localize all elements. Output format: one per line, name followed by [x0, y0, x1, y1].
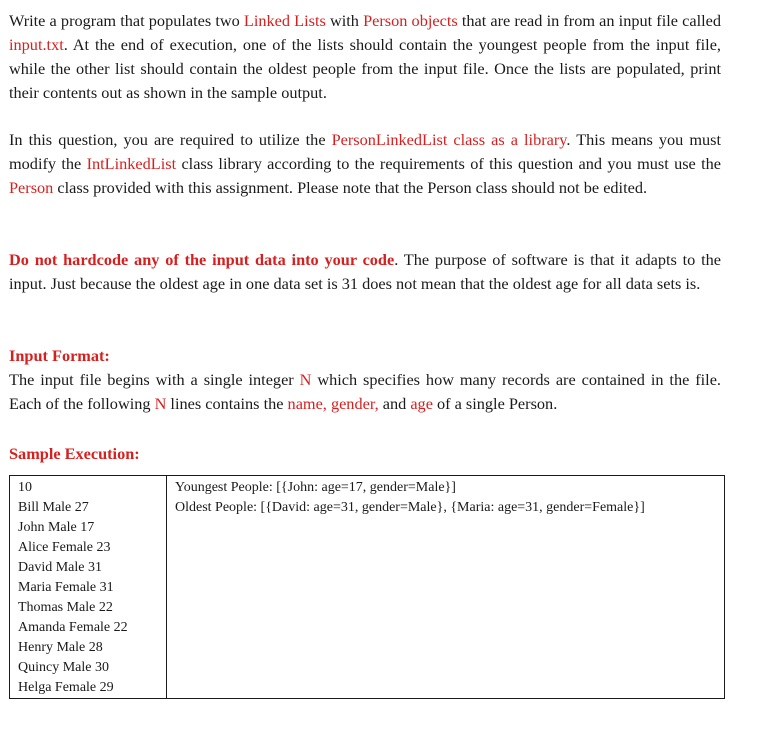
input-format-section — [9, 344, 721, 416]
sample-execution-row — [10, 476, 725, 699]
sample-input-line: Henry Male 28 — [18, 640, 103, 655]
sample-input-line: Thomas Male 22 — [18, 600, 113, 615]
library-highlight-personlinkedlist: PersonLinkedList class as a library — [331, 130, 567, 149]
sample-input-line: Alice Female 23 — [18, 540, 111, 555]
sample-output-youngest: Youngest People: [{John: age=17, gender=Male}] — [175, 480, 456, 495]
input-format-description — [9, 368, 721, 416]
input-format-text-4: and — [378, 394, 411, 413]
sample-input-cell — [10, 476, 167, 699]
intro-paragraph — [9, 9, 721, 105]
intro-text-4: . At the end of execution, one of the lists should contain the youngest people from the input file, while the other list should contain the oldest people from the input file. Once the lists are populated, print their contents out as shown in the sample output. — [9, 35, 721, 102]
library-text-3: class library according to the requirements of this question and you must use the — [176, 154, 721, 173]
library-highlight-person: Person — [9, 178, 54, 197]
library-highlight-intlinkedlist: IntLinkedList — [86, 154, 177, 173]
input-format-heading: Input Format: — [9, 346, 110, 365]
sample-execution-table — [9, 475, 725, 699]
sample-execution-heading: Sample Execution: — [9, 444, 140, 463]
input-format-highlight-n-2: N — [154, 394, 167, 413]
library-text-2: . This means you must modify the — [9, 130, 721, 173]
sample-input-line: John Male 17 — [18, 520, 95, 535]
input-format-highlight-n: N — [299, 370, 312, 389]
hardcode-warning-text: . The purpose of software is that it adapts to the input. Just because the oldest age in one data set is 31 does not mean that the oldest age for all data sets is. — [9, 250, 721, 293]
intro-highlight-input-file: input.txt — [9, 35, 64, 54]
sample-input-line: Maria Female 31 — [18, 580, 114, 595]
intro-text-3: that are read in from an input file called — [457, 11, 722, 30]
sample-input-line: Helga Female 29 — [18, 680, 114, 695]
input-format-text-3: lines contains the — [166, 394, 288, 413]
sample-input-line: David Male 31 — [18, 560, 102, 575]
input-format-highlight-name-gender: name, gender, — [287, 394, 379, 413]
input-format-text-2: which specifies how many records are contained in the file. Each of the following — [9, 370, 721, 413]
hardcode-warning-paragraph — [9, 248, 721, 296]
sample-input-line: Amanda Female 22 — [18, 620, 128, 635]
sample-input-line: 10 — [18, 480, 32, 495]
input-format-highlight-age: age — [410, 394, 433, 413]
input-format-text-5: of a single Person. — [432, 394, 558, 413]
hardcode-warning-bold: Do not hardcode any of the input data into your code — [9, 250, 395, 269]
input-format-text-1: The input file begins with a single integer — [9, 370, 300, 389]
library-text-4: class provided with this assignment. Please note that the Person class should not be edited. — [53, 178, 648, 197]
intro-highlight-linked-lists: Linked Lists — [243, 11, 326, 30]
sample-input-line: Bill Male 27 — [18, 500, 89, 515]
sample-output-cell — [167, 476, 725, 699]
intro-text-1: Write a program that populates two — [9, 11, 244, 30]
intro-text-2: with — [325, 11, 364, 30]
intro-highlight-person-objects: Person objects — [363, 11, 458, 30]
library-paragraph — [9, 128, 721, 200]
sample-output-oldest: Oldest People: [{David: age=31, gender=Male}, {Maria: age=31, gender=Female}] — [175, 500, 645, 515]
sample-input-line: Quincy Male 30 — [18, 660, 109, 675]
library-text-1: In this question, you are required to utilize the — [9, 130, 332, 149]
